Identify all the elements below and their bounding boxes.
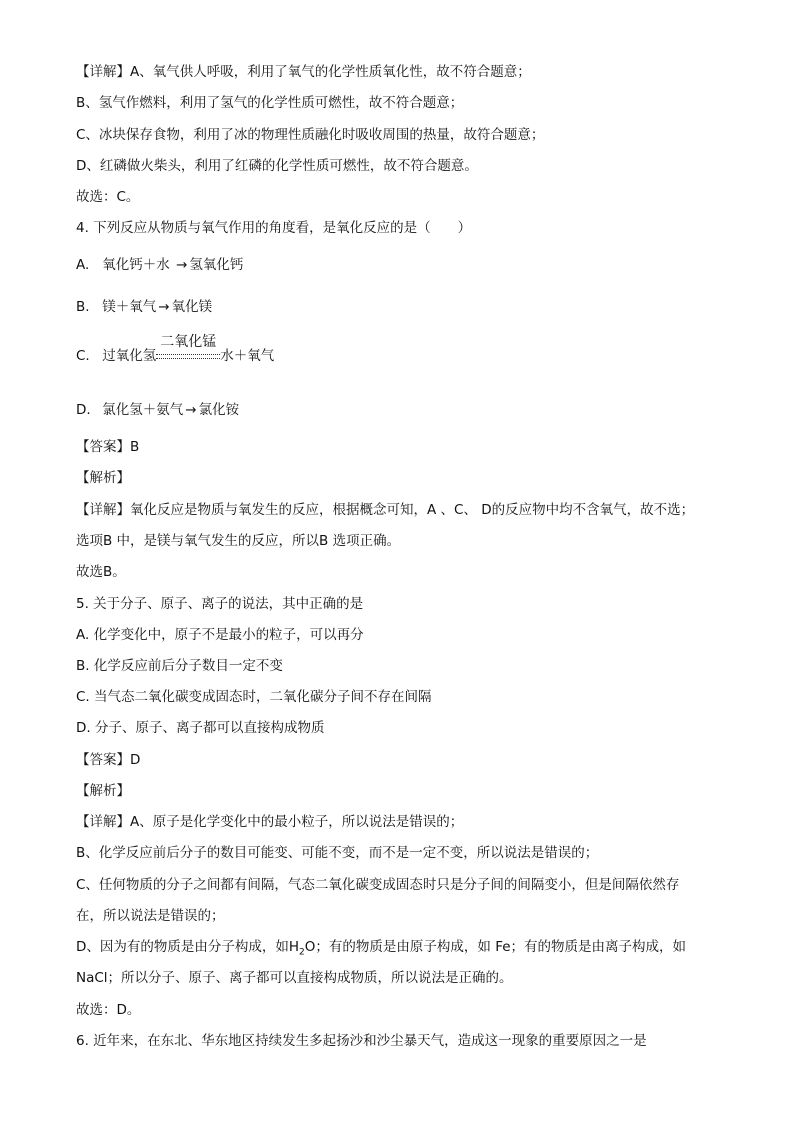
q3-detail-a: 【详解】A、氧气供人呼吸，利用了氧气的化学性质氧化性，故不符合题意；	[76, 64, 531, 80]
q4-option-c: C. 过氧化氢 二氧化锰 水＋氧气	[76, 334, 275, 364]
q3-detail-d: D、红磷做火柴头，利用了红磷的化学性质可燃性，故不符合题意。	[76, 158, 478, 174]
catalyst-label: 二氧化锰	[160, 334, 217, 350]
reaction-condition	[156, 334, 220, 366]
detail-tag: 【详解】	[76, 64, 130, 80]
q5-conclusion: 故选：D。	[76, 1002, 141, 1018]
q5-detail-d2: NaCl；所以分子、原子、离子都可以直接构成物质，所以说法是正确的。	[76, 970, 513, 986]
q4-analysis-tag: 【解析】	[76, 470, 130, 486]
q5-option-b: B. 化学反应前后分子数目一定不变	[76, 658, 283, 674]
q4-answer: 【答案】B	[76, 439, 140, 455]
q5-detail-c2: 在，所以说法是错误的；	[76, 908, 225, 924]
q5-detail-c1: C、任何物质的分子之间都有间隔，气态二氧化碳变成固态时只是分子间的间隔变小，但是间隔依然存	[76, 877, 680, 893]
q3-detail-b: B、氢气作燃料，利用了氢气的化学性质可燃性，故不符合题意；	[76, 95, 464, 111]
q4-option-d: D. 氯化氢＋氨气 → 氯化铵	[76, 402, 240, 418]
q6-stem: 6. 近年来，在东北、华东地区持续发生多起扬沙和沙尘暴天气，造成这一现象的重要原因之一是	[76, 1033, 647, 1049]
reaction-arrow	[156, 354, 220, 359]
arrow-icon: →	[176, 257, 188, 273]
q4-stem: 4. 下列反应从物质与氧气作用的角度看，是氧化反应的是（ ）	[76, 220, 472, 236]
q4-conclusion: 故选B。	[76, 564, 126, 580]
q3-detail-c: C、冰块保存食物，利用了冰的物理性质融化时吸收周围的热量，故符合题意；	[76, 127, 545, 143]
arrow-icon: →	[158, 299, 170, 315]
q4-option-a: A. 氧化钙＋水 → 氢氧化钙	[76, 257, 244, 273]
q5-stem: 5. 关于分子、原子、离子的说法，其中正确的是	[76, 596, 364, 612]
q5-option-c: C. 当气态二氧化碳变成固态时，二氧化碳分子间不存在间隔	[76, 689, 432, 705]
q5-analysis-tag: 【解析】	[76, 783, 130, 799]
q5-detail-b: B、化学反应前后分子的数目可能变、可能不变，而不是一定不变，所以说法是错误的；	[76, 845, 599, 861]
q4-detail-1: 【详解】氧化反应是物质与氧发生的反应，根据概念可知，A 、C、 D的反应物中均不含氧气，故不选；	[76, 502, 695, 518]
q5-detail-a: 【详解】A、原子是化学变化中的最小粒子，所以说法是错误的；	[76, 814, 464, 830]
q5-detail-d1: D、因为有的物质是由分子构成，如$H_2O$；有的物质是由原子构成，如 Fe；有的物质是由离子构成，如	[76, 939, 687, 958]
q5-option-d: D. 分子、原子、离子都可以直接构成物质	[76, 720, 325, 736]
q3-conclusion: 故选：C。	[76, 189, 140, 205]
q5-option-a: A. 化学变化中，原子不是最小的粒子，可以再分	[76, 627, 364, 643]
arrow-icon: →	[185, 402, 197, 418]
q4-detail-2: 选项B 中，是镁与氧气发生的反应，所以B 选项正确。	[76, 533, 401, 549]
q4-option-b: B. 镁＋氧气 → 氧化镁	[76, 299, 213, 315]
q5-answer: 【答案】D	[76, 752, 141, 768]
